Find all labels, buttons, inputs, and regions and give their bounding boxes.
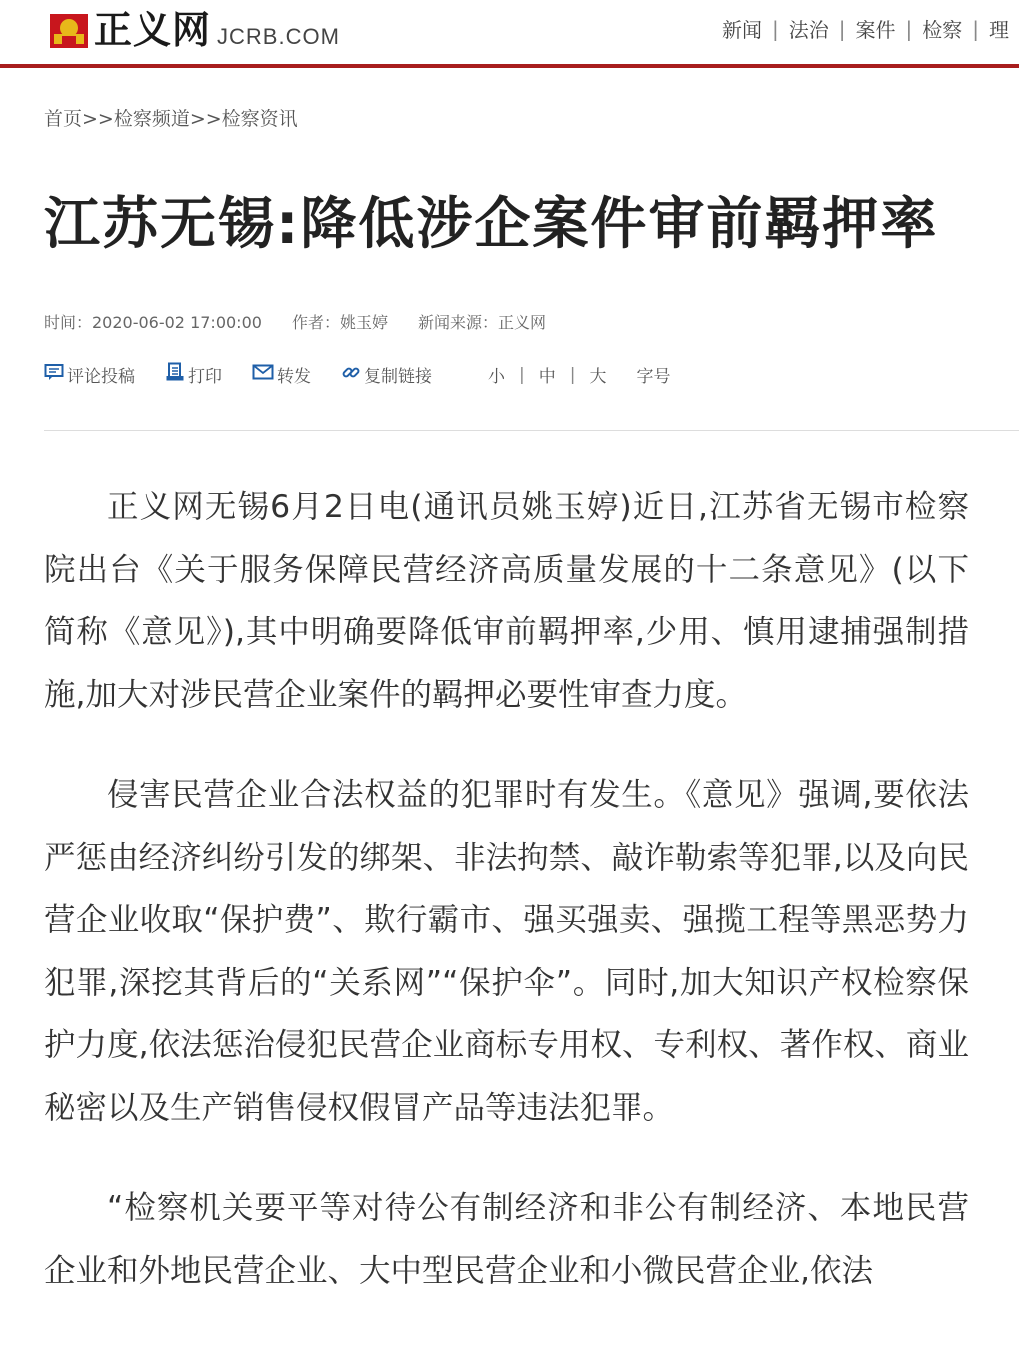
- site-logo[interactable]: [48, 6, 340, 52]
- nav-item-news[interactable]: 新闻: [722, 18, 762, 42]
- nav-separator: |: [905, 16, 913, 41]
- nav-separator: |: [838, 16, 846, 41]
- copy-link-button[interactable]: [341, 362, 432, 387]
- logo-text: 正义网: [94, 7, 212, 52]
- forward-button[interactable]: [252, 362, 311, 387]
- font-size-selector: [474, 362, 670, 387]
- nav-separator: |: [772, 16, 779, 41]
- comment-icon: [44, 363, 67, 386]
- nav-item-procuratorate[interactable]: 检察: [922, 18, 963, 42]
- forward-label: 转发: [277, 367, 311, 387]
- breadcrumb[interactable]: 首页>>检察频道>>检察资讯: [44, 108, 298, 130]
- font-size-medium[interactable]: 中: [538, 367, 556, 387]
- author: 作者：姚玉婷: [291, 313, 388, 332]
- font-size-small[interactable]: 小: [488, 367, 505, 387]
- nav-item-law[interactable]: 法治: [788, 18, 829, 42]
- print-button[interactable]: [165, 362, 222, 387]
- comment-button[interactable]: [44, 362, 135, 387]
- top-nav: [712, 14, 1019, 43]
- mail-icon: [252, 364, 277, 385]
- logo-domain: JCRB.COM: [217, 24, 340, 49]
- font-size-large[interactable]: 大: [589, 367, 607, 387]
- article-body: [44, 476, 969, 1340]
- nav-item-theory[interactable]: 理: [989, 18, 1009, 42]
- site-header: [0, 0, 1019, 68]
- article-paragraph: 侵害民营企业合法权益的犯罪时有发生。《意见》强调,要依法严惩由经济纠纷引发的绑架、非法拘禁、敲诈勒索等犯罪,以及向民营企业收取“保护费”、欺行霸市、强买强卖、强揽工程等黑恶势力犯罪,深挖其背后的“关系网”“保护伞”。同时,加大知识产权检察保护力度,依法惩治侵犯民营企业商标专用权、专利权、著作权、商业秘密以及生产销售侵权假冒产品等违法犯罪。: [44, 777, 969, 1126]
- font-size-separator: |: [519, 364, 525, 385]
- article-paragraph: 正义网无锡6月2日电(通讯员姚玉婷)近日,江苏省无锡市检察院出台《关于服务保障民营经济高质量发展的十二条意见》(以下简称《意见》),其中明确要降低审前羁押率,少用、慎用逮捕强制措施,加大对涉民营企业案件的羁押必要性审查力度。: [44, 489, 969, 713]
- content-divider: [44, 430, 1019, 431]
- comment-label: 评论投稿: [67, 367, 135, 387]
- publish-time: 时间：2020-06-02 17:00:00: [44, 313, 262, 332]
- font-size-separator: |: [569, 364, 576, 385]
- news-source: 新闻来源：正义网: [417, 313, 546, 332]
- article-toolbar: [44, 362, 670, 387]
- font-size-label: 字号: [636, 367, 671, 387]
- print-icon: [165, 362, 188, 387]
- article-paragraph: “检察机关要平等对待公有制经济和非公有制经济、本地民营企业和外地民营企业、大中型民营企业和小微民营企业,依法: [44, 1190, 969, 1289]
- link-icon: [341, 362, 364, 387]
- logo-mark-icon: [48, 10, 90, 52]
- article-title: 江苏无锡:降低涉企案件审前羁押率: [44, 192, 939, 257]
- copy-link-label: 复制链接: [364, 367, 432, 387]
- nav-separator: |: [972, 16, 979, 41]
- print-label: 打印: [188, 367, 222, 387]
- article-meta: [44, 310, 546, 333]
- nav-item-cases[interactable]: 案件: [855, 18, 896, 42]
